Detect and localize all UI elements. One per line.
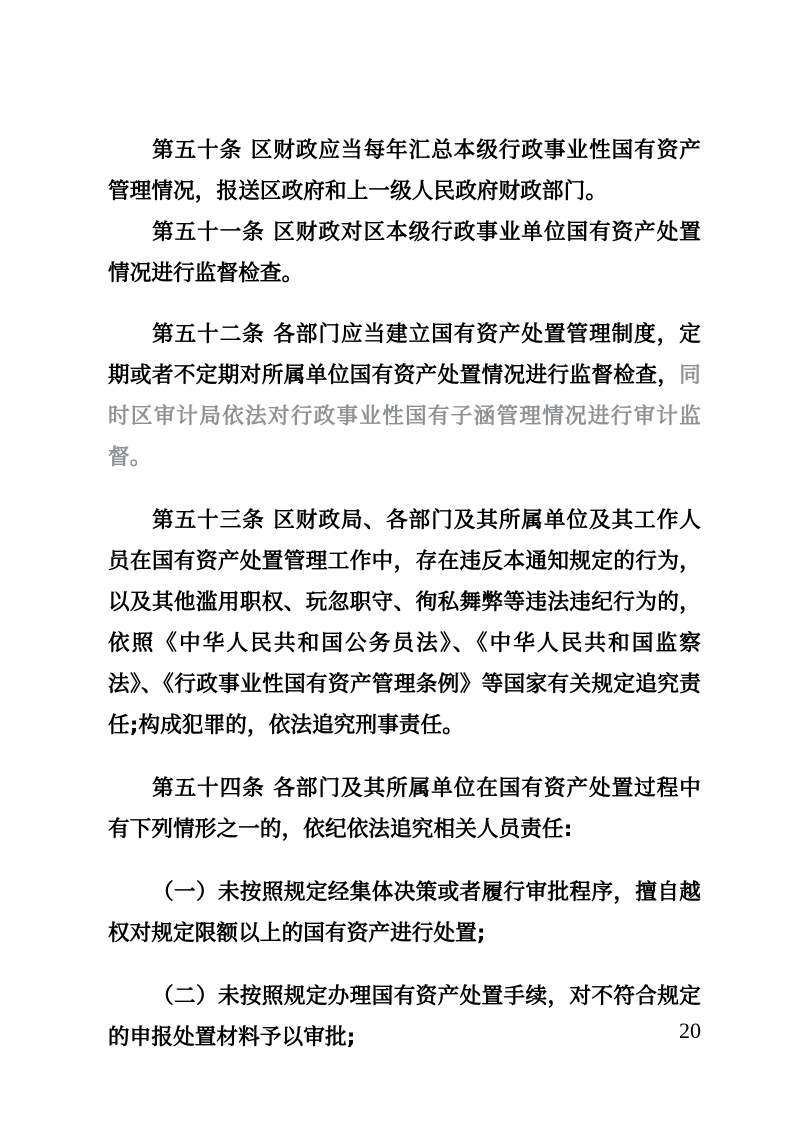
page-number: 20	[679, 1018, 701, 1043]
paragraph-item-2: （二）未按照规定办理国有资产处置手续，对不符合规定的申报处置材料予以审批;	[108, 984, 701, 1050]
paragraph-item-1: （一）未按照规定经集体决策或者履行审批程序，擅自越权对规定限额以上的国有资产进行处置;	[108, 880, 701, 946]
paragraph-article-53: 第五十三条 区财政局、各部门及其所属单位及其工作人员在国有资产处置管理工作中，存在违反本通知规定的行为，以及其他滥用职权、玩忽职守、徇私舞弊等违法违纪行为的，依照《中华人民共和国公务员法》、《中华人民共和国监察法》、《行政事业性国有资产管理条例》等国家有关规定追究责任;构成犯罪的，依法追究刑事责任。	[108, 508, 701, 738]
paragraph-article-52-main: 第五十二条 各部门应当建立国有资产处置管理制度，定期或者不定期对所属单位国有资产处置情况进行监督检查，	[108, 322, 701, 388]
paragraph-article-52	[108, 314, 701, 478]
paragraph-article-51: 第五十一条 区财政对区本级行政事业单位国有资产处置情况进行监督检查。	[108, 220, 701, 286]
paragraph-article-52-faded: 同时区审计局依法对行政事业性国有子涵管理情况进行审计监督。	[108, 363, 701, 470]
paragraph-article-50: 第五十条 区财政应当每年汇总本级行政事业性国有资产管理情况，报送区政府和上一级人民政府财政部门。	[108, 138, 701, 204]
paragraph-article-54: 第五十四条 各部门及其所属单位在国有资产处置过程中有下列情形之一的，依纪依法追究相关人员责任:	[108, 776, 701, 842]
